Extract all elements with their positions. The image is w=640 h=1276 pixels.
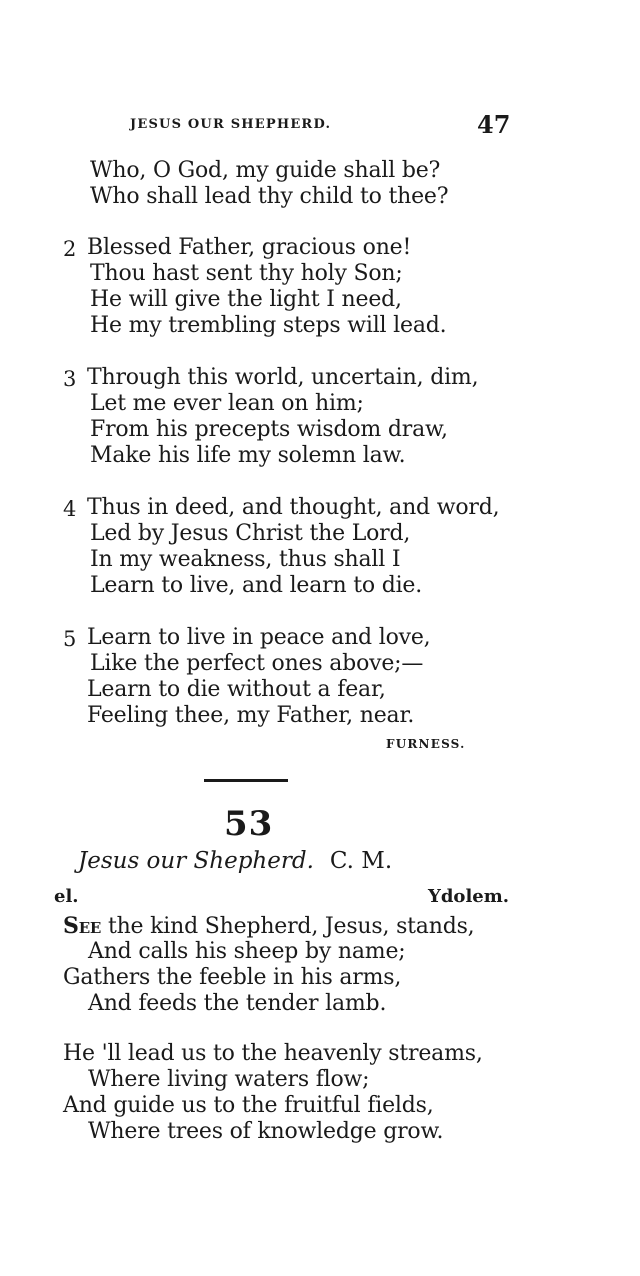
continuation-line-2: Who shall lead thy child to thee?	[90, 184, 449, 209]
stanza-number-4: 4	[63, 497, 77, 521]
stanza-3-line-1: Through this world, uncertain, dim,	[87, 365, 479, 390]
hymn-53-stanza-1-line-3: Gathers the feeble in his arms,	[63, 965, 402, 990]
first-line-rest: the kind Shepherd, Jesus, stands,	[101, 914, 475, 939]
stanza-3-line-2: Let me ever lean on him;	[90, 391, 364, 416]
hymn-heading	[78, 848, 392, 874]
section-divider	[204, 779, 288, 782]
stanza-2-line-4: He my trembling steps will lead.	[90, 313, 447, 338]
hymn-53-stanza-1-line-1	[63, 915, 474, 938]
hymn-title: Jesus our Shepherd.	[78, 848, 314, 874]
first-word: See	[63, 913, 102, 939]
hymn-53-stanza-2-line-4: Where trees of knowledge grow.	[88, 1119, 444, 1144]
continuation-line-1: Who, O God, my guide shall be?	[90, 158, 441, 183]
stanza-2-line-1: Blessed Father, gracious one!	[87, 235, 412, 260]
stanza-2-line-3: He will give the light I need,	[90, 287, 402, 312]
stanza-4-line-1: Thus in deed, and thought, and word,	[87, 495, 500, 520]
page-number: 47	[477, 110, 511, 139]
stanza-4-line-3: In my weakness, thus shall I	[90, 547, 401, 572]
hymn-number: 53	[224, 804, 274, 844]
stanza-3-line-3: From his precepts wisdom draw,	[90, 417, 448, 442]
stanza-5-line-4: Feeling thee, my Father, near.	[87, 703, 415, 728]
hymn-53-stanza-1-line-2: And calls his sheep by name;	[88, 939, 406, 964]
stanza-4-line-2: Led by Jesus Christ the Lord,	[90, 521, 411, 546]
hymn-53-stanza-2-line-1: He 'll lead us to the heavenly streams,	[63, 1041, 483, 1066]
tune-name: Ydolem.	[428, 886, 510, 907]
author-attribution: FURNESS.	[386, 737, 466, 751]
stanza-number-5: 5	[63, 627, 77, 651]
hymn-meter: C. M.	[329, 848, 393, 874]
stanza-4-line-4: Learn to live, and learn to die.	[90, 573, 423, 598]
tune-left: el.	[54, 886, 79, 907]
hymn-53-stanza-1-line-4: And feeds the tender lamb.	[88, 991, 387, 1016]
hymn-53-stanza-2-line-2: Where living waters flow;	[88, 1067, 370, 1092]
stanza-3-line-4: Make his life my solemn law.	[90, 443, 406, 468]
stanza-5-line-2: Like the perfect ones above;—	[90, 651, 424, 676]
running-header-title: JESUS OUR SHEPHERD.	[130, 117, 332, 132]
stanza-number-3: 3	[63, 367, 77, 391]
stanza-5-line-3: Learn to die without a fear,	[87, 677, 386, 702]
stanza-2-line-2: Thou hast sent thy holy Son;	[90, 261, 403, 286]
hymn-53-stanza-2-line-3: And guide us to the fruitful fields,	[63, 1093, 434, 1118]
stanza-number-2: 2	[63, 237, 77, 261]
stanza-5-line-1: Learn to live in peace and love,	[87, 625, 431, 650]
